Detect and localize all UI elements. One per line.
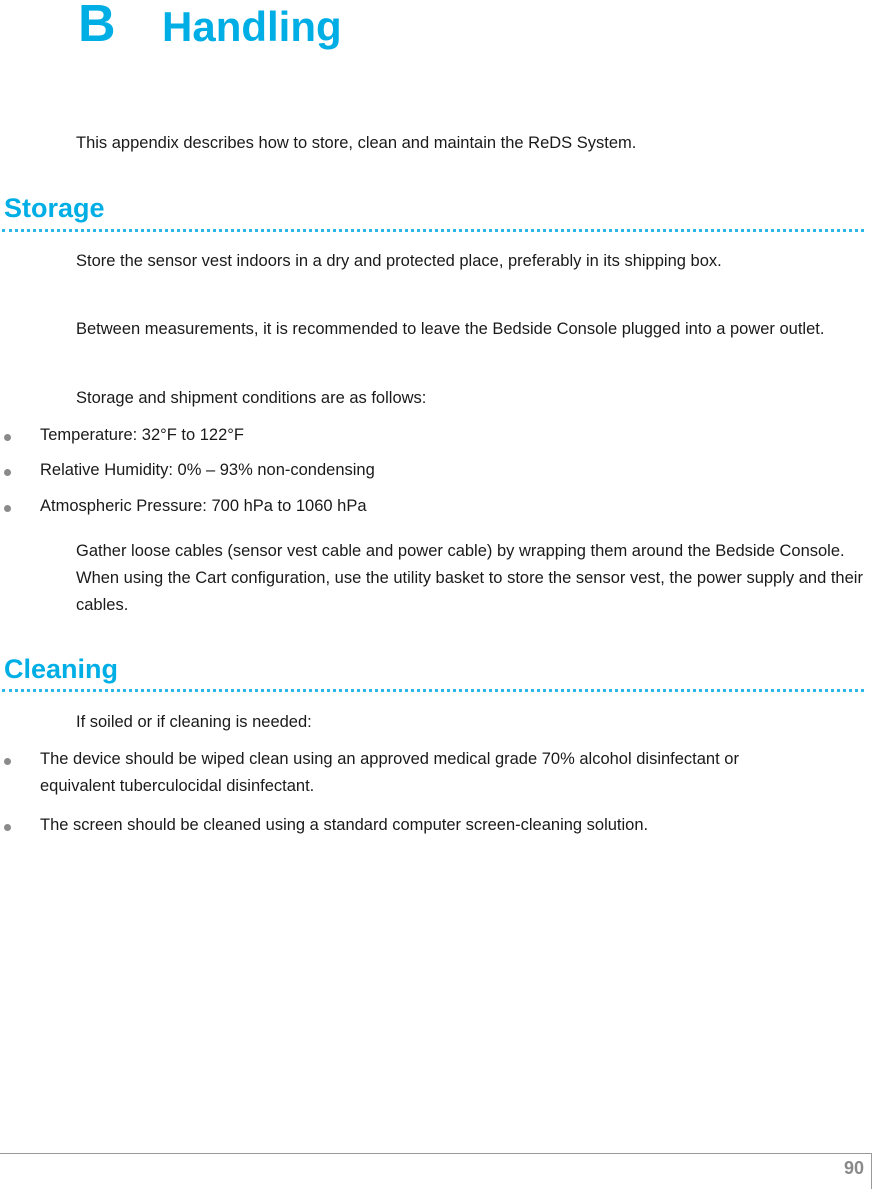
appendix-name: Handling [162,3,342,50]
cleaning-paragraph-1: If soiled or if cleaning is needed: [76,713,312,731]
intro-paragraph: This appendix describes how to store, clean and maintain the ReDS System. [76,134,637,152]
cleaning-rule [2,689,864,692]
footer-rule [0,1153,872,1154]
page-number: 90 [843,1158,864,1178]
bullet-dot-icon [4,758,11,765]
storage-heading: Storage [4,193,105,223]
bullet-dot-icon [4,469,11,476]
cleaning-bullet-wipe: The device should be wiped clean using an approved medical grade 70% alcohol disinfectant or equivalent tuberculocidal disinfectant. [40,750,739,795]
footer-rule-tick [871,1153,872,1189]
bullet-dot-icon [4,824,11,831]
appendix-title [78,0,342,54]
storage-bullet-humidity: Relative Humidity: 0% – 93% non-condensing [40,461,375,479]
cleaning-heading: Cleaning [4,654,119,684]
storage-bullet-pressure: Atmospheric Pressure: 700 hPa to 1060 hPa [40,497,367,515]
storage-bullet-temperature: Temperature: 32°F to 122°F [40,426,244,444]
cleaning-bullet-screen: The screen should be cleaned using a standard computer screen-cleaning solution. [40,816,649,834]
bullet-dot-icon [4,505,11,512]
storage-paragraph-2: Between measurements, it is recommended to leave the Bedside Console plugged into a power outlet. [76,320,825,338]
storage-paragraph-3: Storage and shipment conditions are as follows: [76,389,427,407]
appendix-letter: B [78,0,116,53]
bullet-dot-icon [4,434,11,441]
storage-paragraph-1: Store the sensor vest indoors in a dry and protected place, preferably in its shipping box. [76,252,722,270]
storage-rule [2,229,864,232]
storage-paragraph-4: Gather loose cables (sensor vest cable and power cable) by wrapping them around the Bedside Console. When using the Cart configuration, use the utility basket to store the sensor vest, the power supply and their cables. [76,542,863,614]
